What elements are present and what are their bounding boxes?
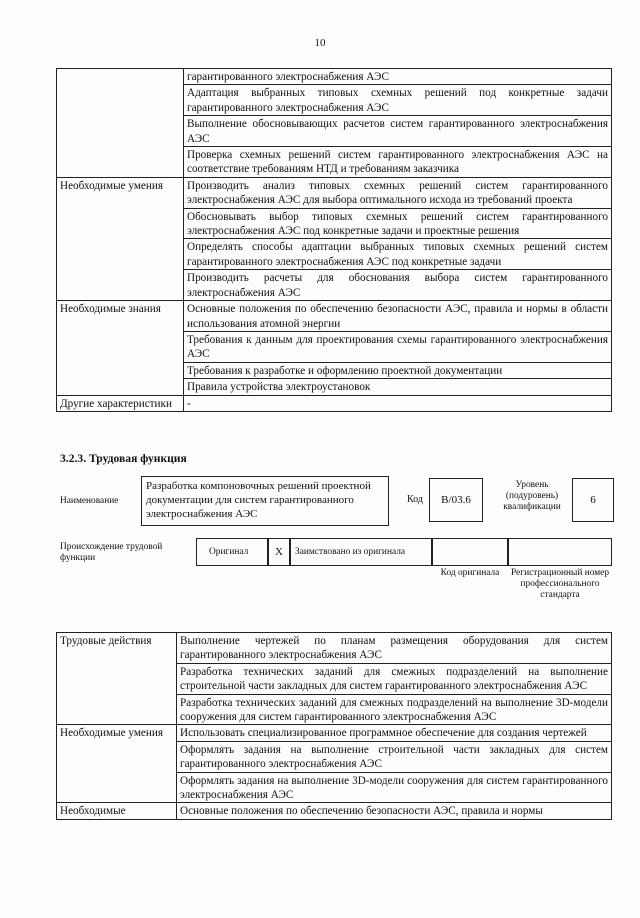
row-label-actions: Трудовые действия <box>57 633 177 725</box>
section-heading: 3.2.3. Трудовая функция <box>60 452 187 465</box>
table-cell: Производить расчеты для обоснования выбора систем гарантированного электроснабжения АЭС <box>184 270 612 301</box>
name-label: Наименование <box>60 496 119 506</box>
row-label-other: Другие характеристики <box>57 395 184 411</box>
table-cell: Адаптация выбранных типовых схемных решений под конкретные задачи гарантированного электроснабжения АЭС <box>184 85 612 116</box>
reg-number-label: Регистрационный номер профессионального стандарта <box>510 568 610 600</box>
origin-label: Происхождение трудовой функции <box>60 542 163 563</box>
reg-number-field <box>508 538 612 566</box>
row-label-knowledge: Необходимые знания <box>57 301 184 395</box>
table-cell: Оформлять задания на выполнение строительной части закладных для систем гарантированного электроснабжения АЭС <box>177 741 612 772</box>
table-cell: - <box>184 395 612 411</box>
table-cell: Требования к разработке и оформлению проектной документации <box>184 362 612 378</box>
code-original-label: Код оригинала <box>440 568 500 578</box>
code-original-field <box>432 538 508 566</box>
original-label: Оригинал <box>196 538 268 566</box>
table-cell: Разработка технических заданий для смежных подразделений на выполнение строительной части закладных для систем гарантированного электроснабжения АЭС <box>177 663 612 694</box>
function-name-box: Разработка компоновочных решений проектной документации для систем гарантированного электроснабжения АЭС <box>141 476 389 526</box>
borrowed-label: Заимствовано из оригинала <box>290 538 432 566</box>
table-cell: Разработка технических заданий для смежных подразделений на выполнение 3D-модели сооружения для систем гарантированного электроснабжения АЭС <box>177 694 612 725</box>
table-cell: Выполнение чертежей по планам размещения оборудования для систем гарантированного электроснабжения АЭС <box>177 633 612 664</box>
table-cell: Основные положения по обеспечению безопасности АЭС, правила и нормы в области использования атомной энергии <box>184 301 612 332</box>
origin-row <box>196 538 612 566</box>
competency-table-bottom <box>56 632 612 820</box>
competency-table-top <box>56 68 612 412</box>
table-cell: Обосновывать выбор типовых схемных решений систем гарантированного электроснабжения АЭС под конкретные задачи и проектные решения <box>184 208 612 239</box>
table-cell: Правила устройства электроустановок <box>184 379 612 395</box>
page-number: 10 <box>314 37 326 49</box>
table-cell: Выполнение обосновывающих расчетов систем гарантированного электроснабжения АЭС <box>184 116 612 147</box>
table-cell: Производить анализ типовых схемных решений систем гарантированного электроснабжения АЭС для выбора оптимального исхода из требований проекта <box>184 177 612 208</box>
level-label: Уровень (подуровень) квалификации <box>503 480 561 512</box>
row-label-knowledge: Необходимые <box>57 803 177 819</box>
code-label: Код <box>407 494 423 505</box>
original-mark: X <box>268 538 290 566</box>
table-cell: Требования к данным для проектирования схемы гарантированного электроснабжения АЭС <box>184 331 612 362</box>
table-cell: Проверка схемных решений систем гарантированного электроснабжения АЭС на соответствие требованиям НТД и требованиям заказчика <box>184 147 612 178</box>
code-value-box: B/03.6 <box>429 478 483 522</box>
table-cell: Основные положения по обеспечению безопасности АЭС, правила и нормы <box>177 803 612 819</box>
row-label <box>57 69 184 178</box>
level-value-box: 6 <box>572 478 614 522</box>
table-cell: Оформлять задания на выполнение 3D-модели сооружения для систем гарантированного электроснабжения АЭС <box>177 772 612 803</box>
table-cell: гарантированного электроснабжения АЭС <box>184 69 612 85</box>
table-cell: Определять способы адаптации выбранных типовых схемных решений систем гарантированного электроснабжения АЭС под конкретные задачи <box>184 239 612 270</box>
row-label-skills: Необходимые умения <box>57 725 177 803</box>
table-cell: Использовать специализированное программное обеспечение для создания чертежей <box>177 725 612 741</box>
row-label-skills: Необходимые умения <box>57 177 184 300</box>
